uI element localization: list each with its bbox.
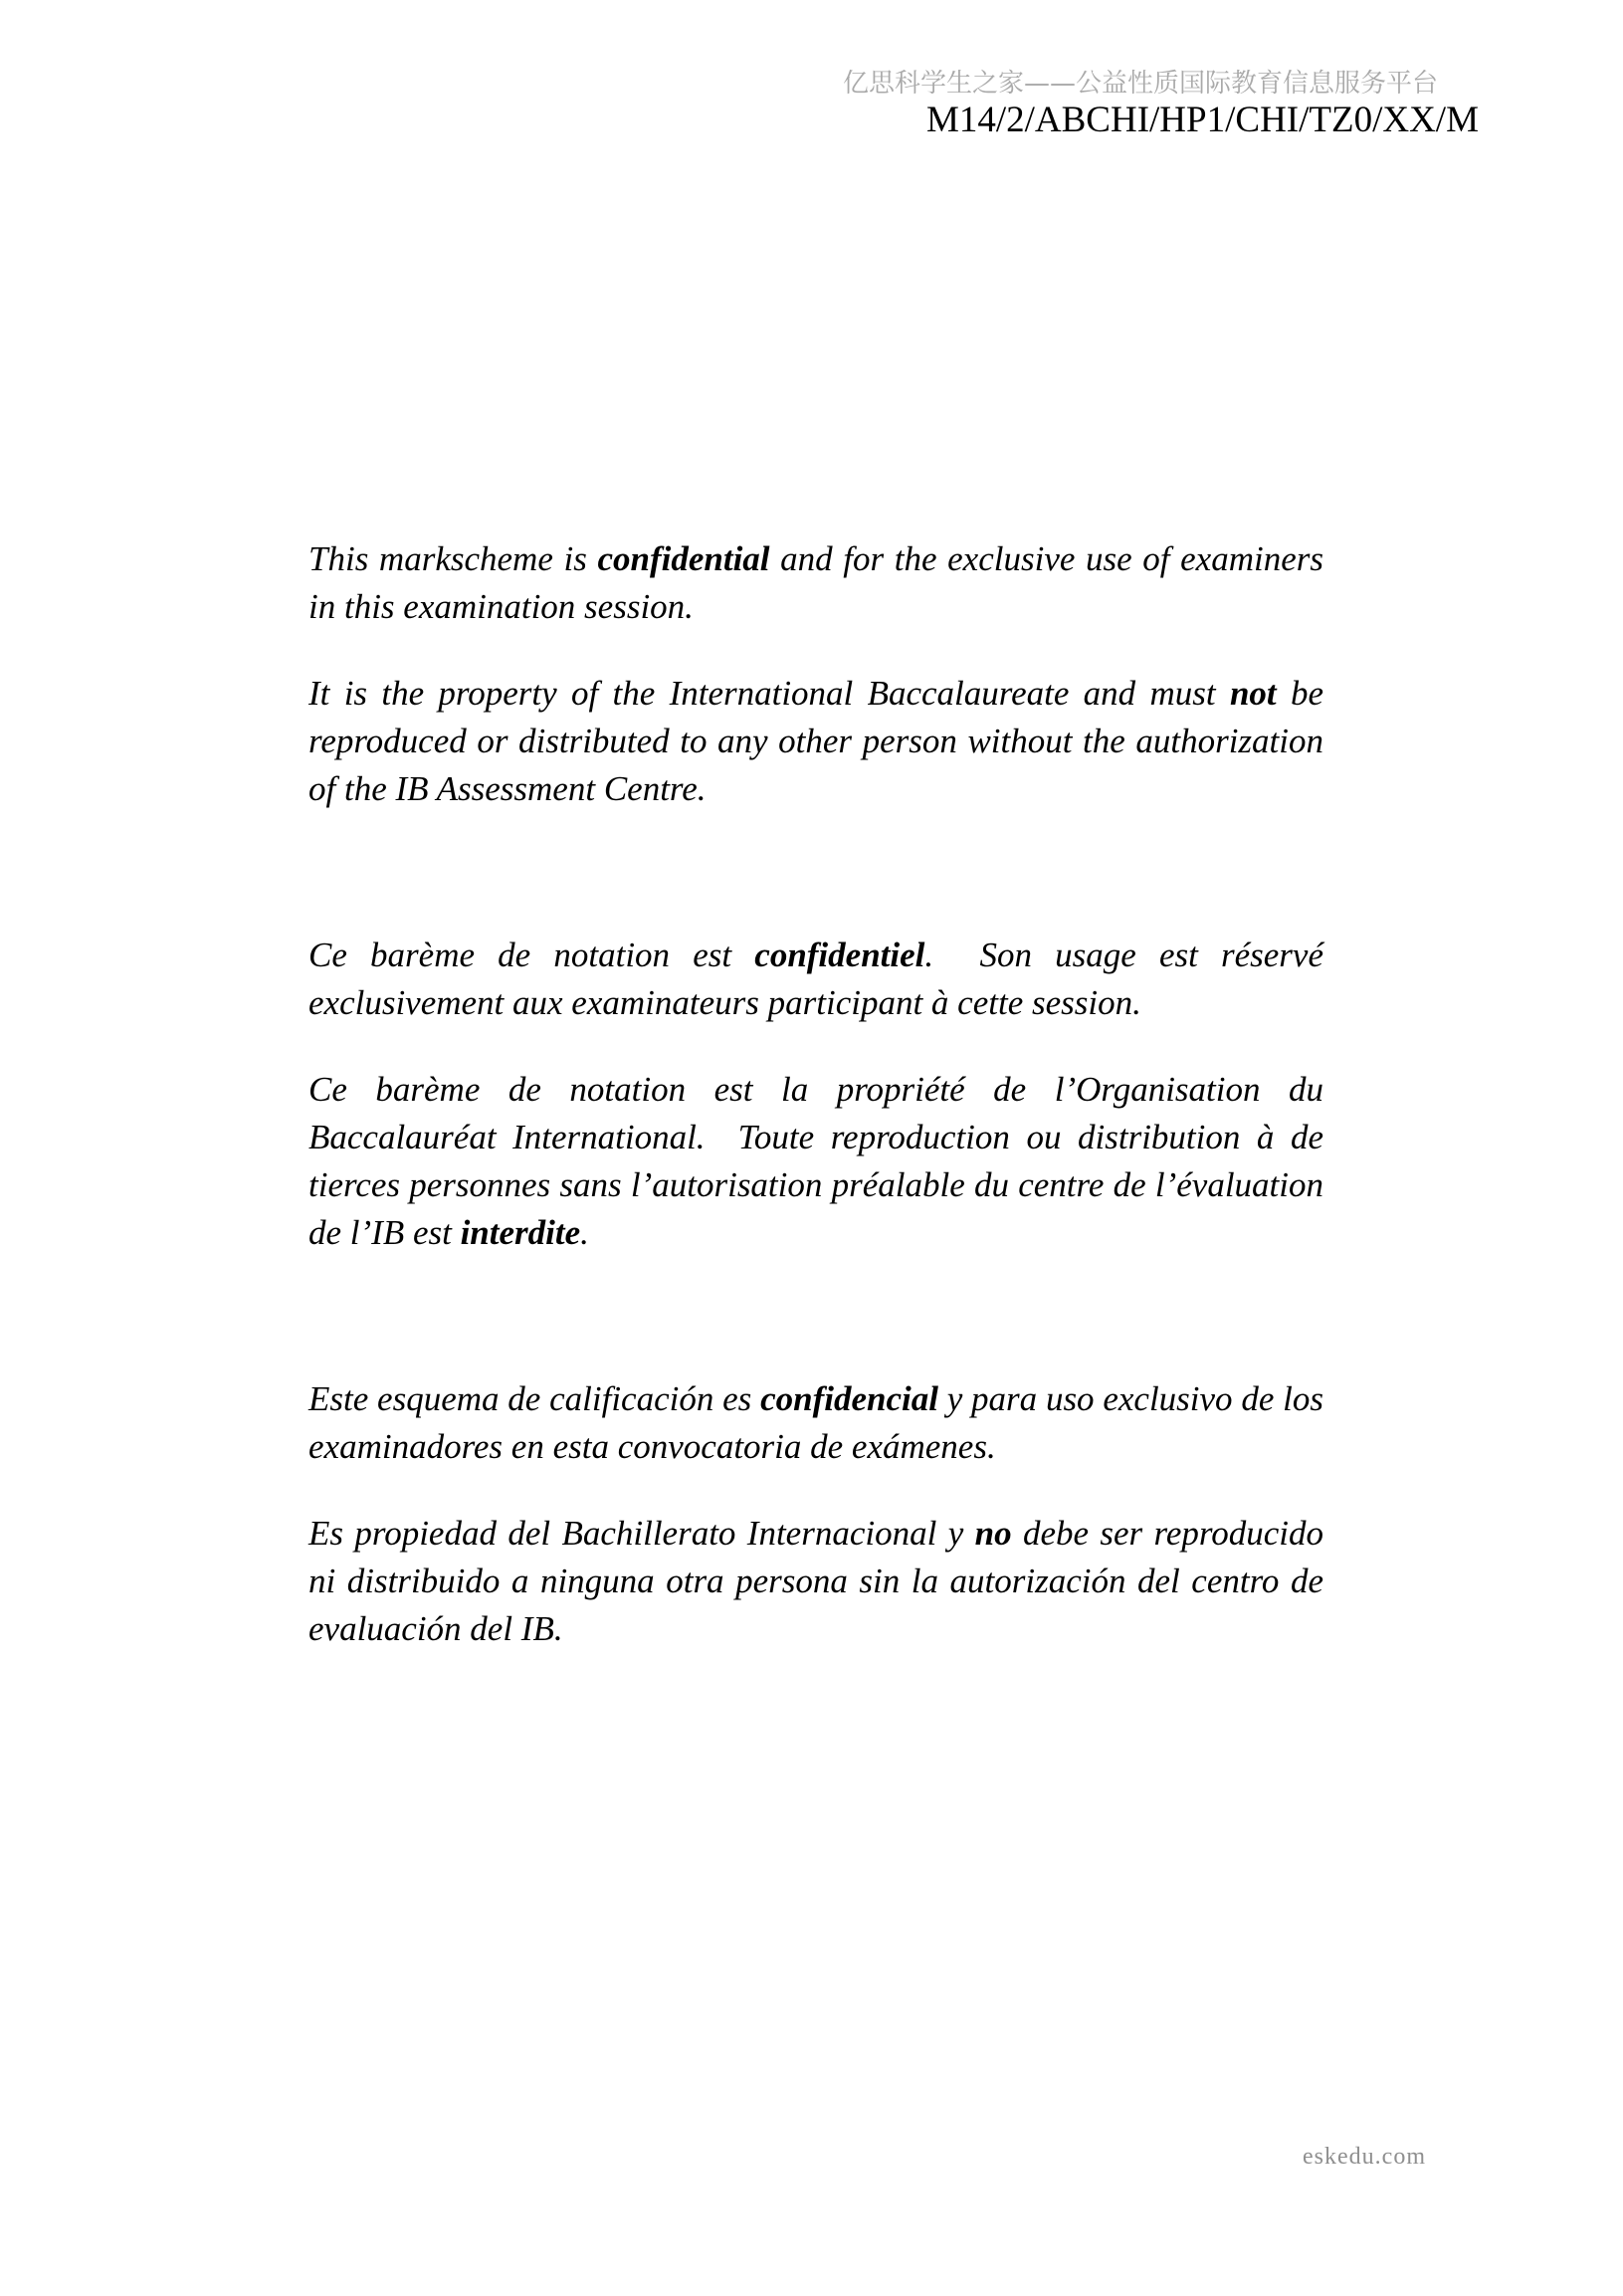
notice-paragraph-en-2: It is the property of the International Baccalaureate and must not be reproduced or distributed to any other person without the authorization of the IB Assessment Centre. bbox=[308, 674, 1323, 808]
notice-paragraph-es-2: Es propiedad del Bachillerato Internacional y no debe ser reproducido ni distribuido a ninguna otra persona sin la autorización del centro de evaluación del IB. bbox=[308, 1514, 1323, 1648]
notice-paragraph-es-1: Este esquema de calificación es confidencial y para uso exclusivo de los examinadores en esta convocatoria de exámenes. bbox=[308, 1379, 1323, 1466]
notice-english bbox=[308, 535, 1323, 813]
site-watermark-text: 亿思科学生之家——公益性质国际教育信息服务平台 bbox=[842, 69, 1438, 99]
notice-paragraph-en-1: This markscheme is confidential and for the exclusive use of examiners in this examination session. bbox=[308, 539, 1323, 626]
notice-french bbox=[308, 932, 1323, 1257]
notice-paragraph-fr-1: Ce barème de notation est confidentiel. Son usage est réservé exclusivement aux examinateurs participant à cette session. bbox=[308, 936, 1323, 1022]
notice-paragraph-fr-2: Ce barème de notation est la propriété de l’Organisation du Baccalauréat International. Toute reproduction ou distribution à de tierces personnes sans l’autorisation préalable du centre de l’évaluation de l’IB est interdite. bbox=[308, 1070, 1323, 1252]
confidentiality-notice bbox=[308, 535, 1323, 1772]
page-header bbox=[843, 70, 1479, 141]
exam-code: M14/2/ABCHI/HP1/CHI/TZ0/XX/M bbox=[925, 99, 1479, 140]
notice-spanish bbox=[308, 1375, 1323, 1653]
footer-watermark-text: eskedu.com bbox=[1303, 2144, 1426, 2170]
